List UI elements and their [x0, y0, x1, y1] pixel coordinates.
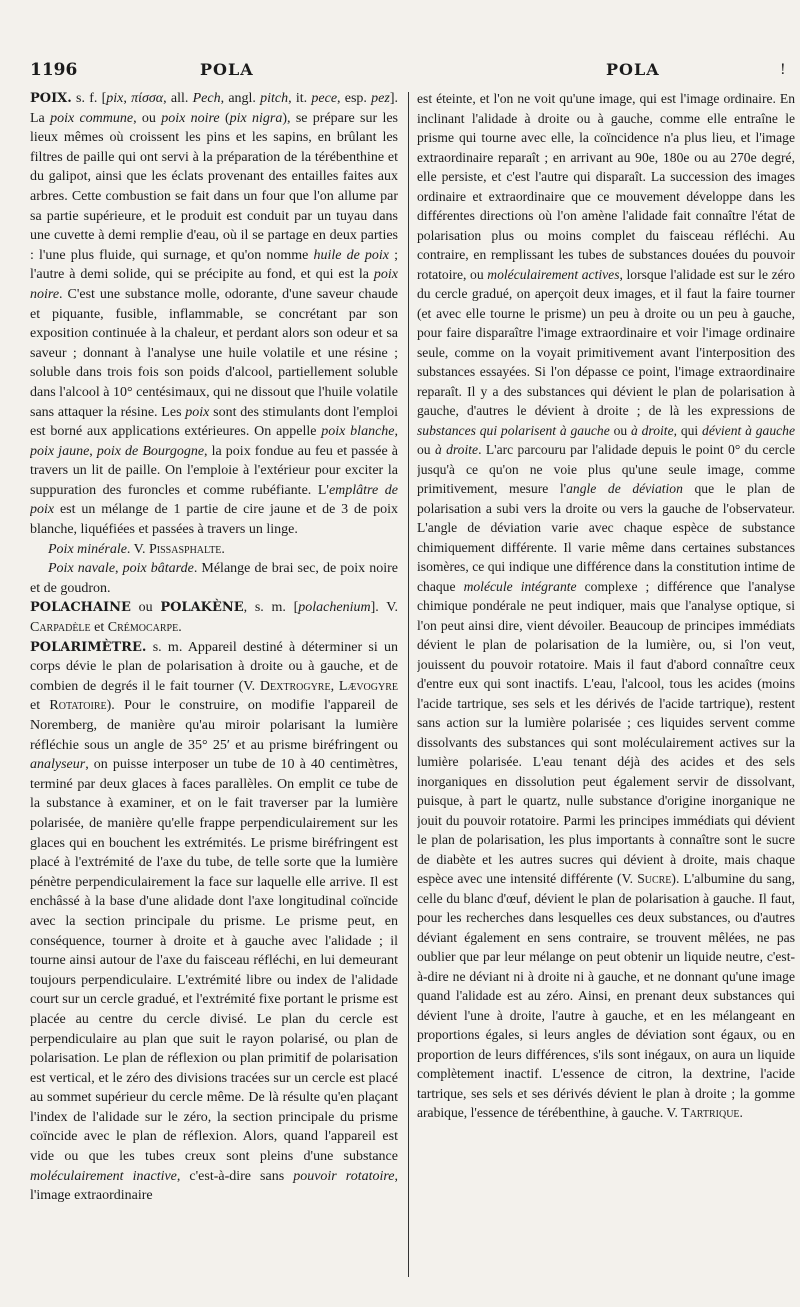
entry-text: ]. V.: [370, 600, 398, 616]
cross-reference: Tartrique: [681, 1105, 740, 1120]
entry-italic: polachenium: [298, 600, 371, 616]
page-number: 1196: [30, 60, 78, 80]
entry-italic: angle de déviation: [566, 481, 683, 496]
entry-poix-minerale: [30, 540, 398, 560]
entry-italic: pouvoir rotatoire: [293, 1168, 395, 1184]
entry-text: , all.: [163, 91, 193, 106]
entry-italic: poix noire: [161, 110, 220, 126]
entry-text: ,: [330, 678, 339, 694]
entry-italic: à droite: [631, 422, 674, 438]
entry-text: que le plan de polarisation a subi vers la droite ou vers la gauche de l'observateur. L'angle de déviation varie avec chaque espèce de substance chimiquement différente. Il varie même dans certaines substances isomères, ce qui indique une différence dans la constitution intime de chaque: [417, 481, 795, 594]
cross-reference: Carpadèle: [30, 620, 91, 636]
entry-italic: Poix minérale: [48, 541, 127, 557]
running-head-right: POLA: [606, 60, 660, 79]
cross-reference: Dextrogyre: [259, 678, 331, 694]
entry-poix: [30, 89, 398, 540]
entry-polarimetre: [30, 638, 398, 1206]
headword: POIX.: [30, 91, 72, 106]
entry-italic: poix blanche: [321, 424, 395, 440]
entry-text: , esp.: [337, 91, 372, 106]
entry-text: , la poix fondue au feu et passée à travers un lit de paille. On l'emploie à l'extérieur pour exciter la suppuration des furoncles et comme rubéfiante. L': [30, 443, 398, 498]
entry-text: , ou: [133, 110, 162, 126]
entry-italic: moléculairement inactive: [30, 1168, 177, 1184]
entry-italic: poix de Bourgogne: [96, 443, 205, 459]
entry-italic: pix nigra: [229, 110, 283, 126]
entry-text: ; l'autre à demi solide, qui se précipite au fond, et qui est la: [30, 247, 398, 283]
entry-text: et: [30, 698, 50, 714]
entry-text: ]. La: [30, 91, 398, 126]
entry-text: s. f. [: [71, 91, 107, 106]
headword: POLAKÈNE: [160, 600, 244, 616]
entry-text: et: [90, 620, 108, 636]
entry-italic: Poix navale: [48, 561, 116, 577]
entry-text: .: [221, 541, 225, 557]
entry-italic: pece: [311, 91, 338, 106]
entry-text: , lorsque l'alidade est sur le zéro du cercle gradué, on aperçoit deux images, et il faut la faire tourner (et avec elle tourne le prisme) un peu à droite ou un peu à gauche, pour faire disparaître l'image extraordinaire et voir l'image ordinaire seule, comme on la voyait primitivement avant l'interposition des substances essayées. Si l'on dépasse ce point, l'image extraordinaire reparaît. Il y a des substances qui dévient le plan de polarisation à gauche, d'autres le dévient à droite ; de là les expressions de: [417, 266, 795, 418]
entry-italic: poix bâtarde: [122, 561, 194, 577]
entry-text: . C'est une substance molle, odorante, d'une saveur chaude et piquante, fusible, inflammable, se concrétant par son exposition continuée à la chaleur, et perdant alors son odeur et sa saveur ; donnant à l'analyse une huile volatile et une résine ; soluble dans trois fois son poids d'alcool, partiellement soluble dans l'alcool à 10° centésimaux, qui ne dissout que l'huile volatile sans attaquer la résine. Les: [30, 286, 398, 420]
entry-text: .: [178, 620, 182, 636]
entry-text: , c'est-à-dire sans: [176, 1168, 294, 1184]
entry-text: ). L'albumine du sang, celle du blanc d'œuf, dévient le plan de polarisation à gauche. Il faut, pour les recherches dans lesquelles ces deux substances, ou d'autres déviant également en sens contraire, se trouvent mêlées, ne pas oublier que par leur mélange on peut obtenir un liquide neutre, c'est-à-dire ne déviant ni à droite ni à gauche, et ne donnant qu'une image quand l'alidade est au zéro. Ainsi, en prenant deux substances qui dévient l'une à droite, l'autre à gauche, et en les mélangeant en proportions égales, si leurs angles de déviation sont égaux, ou en proportion de leurs différences, s'ils sont inégaux, on aura un liquide complètement inactif. L'essence de citron, la dextrine, l'acide tartrique, ses sels et ses dérivés dévient le plan à droite ; la gomme arabique, l'essence de térébenthine, à gauche. V.: [417, 871, 795, 1120]
cross-reference: Sucre: [637, 871, 672, 886]
entry-text: , qui: [673, 422, 703, 438]
entry-text: , l'image extraordinaire: [30, 1168, 398, 1204]
entry-text: ,: [394, 424, 398, 440]
entry-italic: analyseur: [30, 757, 86, 773]
entry-text: ,: [89, 443, 97, 459]
entry-text: ), se prépare sur les lieux mêmes où croissent les pins et les sapins, en brûlant les filtres de paille qui ont servi à la préparation de la térébenthine et du galipot, ainsi que les éclats provenant des entailles faites aux arbres. Cette combustion se fait dans un four que l'on allume par sa partie supérieure, et le produit est conduit par un tuyau dans une cuvette à demi remplie d'eau, où il se partage en deux parties : l'une plus fluide, qui surnage, et qu'on nomme: [30, 110, 398, 263]
left-column: [30, 89, 398, 1294]
column-rule: [408, 92, 409, 1277]
cross-reference: Rotatoire: [49, 698, 107, 714]
entry-text: ,: [115, 561, 123, 577]
entry-text: ,: [123, 91, 132, 106]
entry-italic: poix noire: [30, 267, 398, 302]
entry-text: . L'arc parcouru par l'alidade depuis le point 0° du cercle jusqu'à ce qu'on ne voie plus qu'une seule image, comme primitivement, mesure l': [417, 442, 795, 496]
entry-text: ou: [609, 422, 632, 438]
entry-text: est éteinte, et l'on ne voit qu'une image, qui est l'image ordinaire. En inclinant l'alidade à droite ou à gauche, comme elle entraîne le prisme qui tourne avec elle, la coïncidence n'a plus lieu, et l'image extraordinaire reparaît ; en arrivant au 90e, 180e ou au 270e degré, elle persiste, et c'est l'autre qui disparaît. La succession des images ordinaire et extraordinaire que ce mouvement développe dans les différentes directions où l'on amène l'alidade fait connaître l'état de polarisation plus ou moins complet du faisceau réfléchi. Au contraire, en remplissant les tubes de substances douées du pouvoir rotatoire, ou: [417, 91, 795, 282]
headword: POLARIMÈTRE.: [30, 639, 147, 655]
entry-italic: pez: [371, 91, 390, 106]
right-column: [417, 89, 795, 1294]
entry-text: sont des stimulants dont l'emploi est borné aux applications extérieures. On appelle: [30, 404, 398, 440]
entry-text: , angl.: [220, 91, 261, 106]
headword: POLACHAINE: [30, 600, 131, 616]
cross-reference: Crémocarpe: [107, 620, 179, 636]
entry-text: s. m. Appareil destiné à déterminer si un corps dévie le plan de polarisation à droite ou à gauche, et de combien de degrés il le fait tourner (V.: [30, 639, 398, 694]
entry-italic: poix: [185, 404, 210, 420]
entry-text: complexe ; différence que l'analyse chimique pondérale ne peut indiquer, mais que l'analyse optique, si l'on peut ainsi dire, vient dévoiler. Beaucoup de principes immédiats dévient le plan de polarisation de la lumière, ou, si l'on veut, jouissent du pouvoir rotatoire. Mais il faut d'abord connaître ceux d'entre eux qui sont inactifs. L'eau, l'alcool, tous les acides (moins l'acide tartrique, ses sels et les dérivés de l'acide tartrique), restent sans action sur la lumière polarisée ; ces liquides servent comme dissolvants des substances qui sont moléculairement actives sur la lumière polarisée. L'eau tenant déjà des acides et des sels inorganiques en dissolution peut également servir de dissolvant, puisque, à part le quartz, nulle substance d'origine inorganique ne jouit du pouvoir rotatoire. Parmi les principes immédiats qui dévient le plan de polarisation, les plus importants à connaître sont le sucre de diabète et les autres sucres qui dévient à droite, mais chaque espèce avec une intensité différente (V.: [417, 578, 795, 886]
entry-italic: πίσσα: [131, 91, 164, 106]
entry-text: ou: [417, 442, 435, 457]
margin-mark: !: [780, 62, 786, 78]
entry-italic: poix commune: [50, 110, 134, 126]
entry-italic: moléculairement actives: [487, 266, 620, 282]
entry-text: . Mélange de brai sec, de poix noire et de goudron.: [30, 561, 398, 596]
entry-italic: huile de poix: [313, 247, 390, 263]
entry-italic: à droite: [434, 442, 479, 457]
entry-italic: pitch: [260, 91, 289, 106]
entry-italic: pix: [106, 91, 124, 106]
cross-reference: Pissasphalte: [148, 541, 222, 557]
entry-italic: dévient à gauche: [702, 422, 795, 438]
entry-text: ou: [130, 600, 161, 616]
entry-text: , it.: [288, 91, 312, 106]
entry-poix-navale: [30, 559, 398, 598]
entry-polachaine: [30, 598, 398, 637]
entry-text: , s. m. [: [243, 600, 299, 616]
cross-reference: Lævogyre: [338, 678, 398, 694]
entry-italic: substances qui polarisent à gauche: [417, 422, 610, 438]
entry-italic: poix jaune: [30, 443, 90, 459]
entry-text: (: [219, 110, 230, 126]
running-head-left: POLA: [200, 60, 254, 79]
entry-text: .: [739, 1105, 743, 1120]
entry-text: . V.: [126, 541, 149, 557]
entry-polarimetre-continued: [417, 89, 795, 1123]
entry-italic: emplâtre de poix: [30, 482, 398, 518]
entry-italic: Pech: [192, 91, 221, 106]
page-header: [30, 60, 790, 84]
entry-text: ). Pour le construire, on modifie l'appareil de Noremberg, de manière qu'au miroir polarisant la lumière réfléchie sous un angle de 35° 25′ et au prisme biréfringent ou: [30, 698, 398, 753]
entry-italic: molécule intégrante: [463, 578, 577, 594]
entry-text: est un mélange de 1 partie de cire jaune et de 3 de poix blanche, liquéfiées et passées à travers un linge.: [30, 502, 398, 538]
entry-text: , on puisse interposer un tube de 10 à 40 centimètres, terminé par deux glaces à faces parallèles. On emplit ce tube de la substance à examiner, et on le fait traverser par la lumière polarisée, de manière qu'elle frappe perpendiculairement sur les glaces qui en bouchent les extrémités. Le prisme biréfringent est placé à l'extrémité de l'axe du tube, de telle sorte que la lumière pénètre perpendiculairement la face sur laquelle elle arrive. Il est enchâssé à la base d'une alidade dont l'axe longitudinal coïncide avec la section principale du prisme. Le prisme peut, en conséquence, tourner à droite et à gauche avec l'alidade ; il tourne ainsi autour de l'axe du faisceau réfléchi, en lui demeurant toujours perpendiculaire. L'extrémité libre ou index de l'alidade court sur un cercle gradué, et l'extrémité fixe portant le prisme est placée au centre du cercle divisé. Le plan du cercle est perpendiculaire au plan que suit le rayon polarisé, ou plan de polarisation. Le plan de réflexion ou plan primitif de polarisation est vertical, et le zéro des divisions tracées sur un cercle est placé au sommet supérieur du cercle même. De là résulte qu'en plaçant l'index de l'alidade sur le zéro, la section principale du prisme coïncide avec le plan de réflexion. Alors, quand l'appareil est vide ou que les tubes creux sont pleins d'une substance: [30, 757, 398, 1165]
